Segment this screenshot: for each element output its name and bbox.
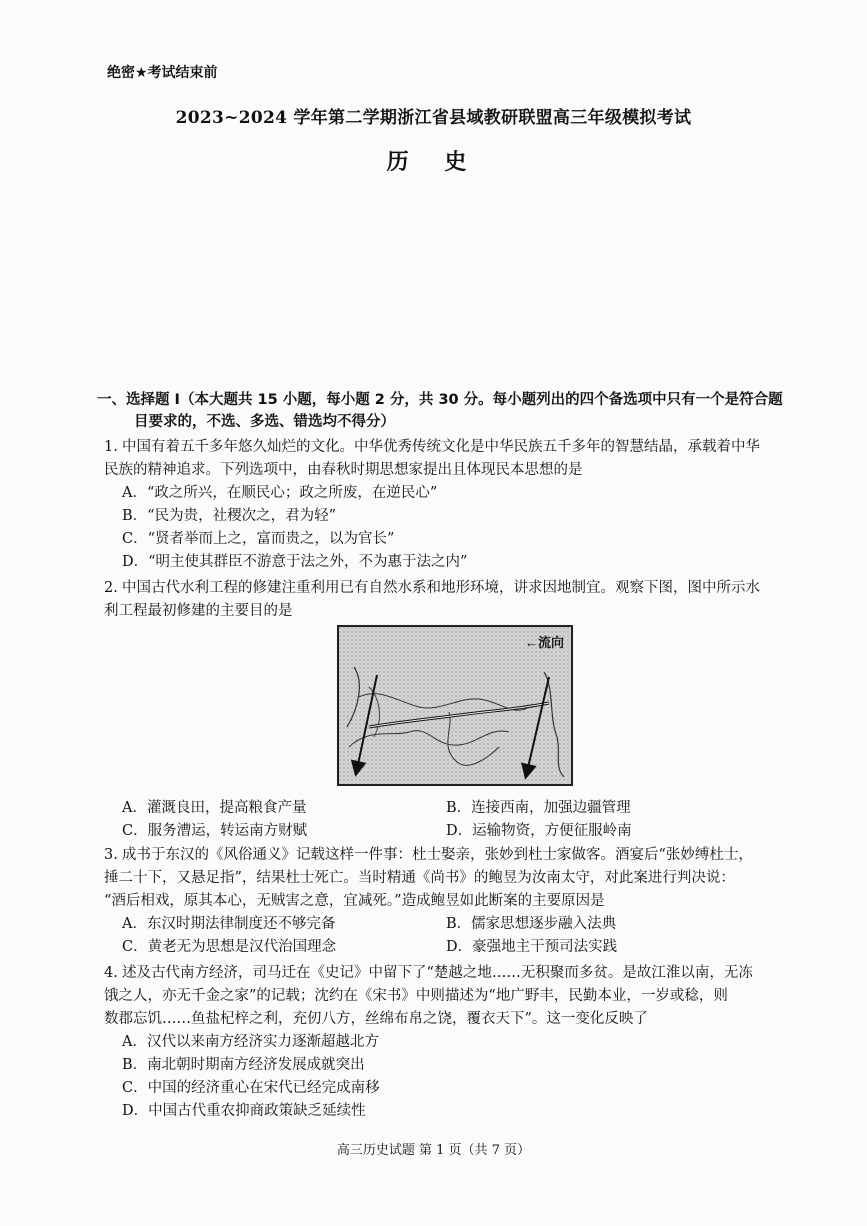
option-c[interactable]: C．中国的经济重心在宋代已经完成南移 [122, 1080, 380, 1096]
option-b[interactable]: B．“民为贵，社稷次之，君为轻” [122, 508, 336, 524]
option-d[interactable]: D．豪强地主干预司法实践 [446, 939, 618, 955]
option-b[interactable]: B．连接西南，加强边疆管理 [446, 800, 631, 816]
option-b[interactable]: B．儒家思想逐步融入法典 [446, 916, 617, 932]
subject-title: 历 史 [386, 149, 481, 175]
option-d[interactable]: D．“明主使其群臣不游意于法之外，不为惠于法之内” [122, 554, 468, 570]
option-c[interactable]: C．“贤者举而上之，富而贵之，以为官长” [122, 531, 395, 547]
question-text: 中国古代水利工程的修建注重利用已有自然水系和地形环境，讲求因地制宜。观察下图，图中所示水 [122, 580, 760, 596]
section-heading: 一、选择题 I（本大题共 15 小题，每小题 2 分，共 30 分。每小题列出的四个备选项中只有一个是符合题 [97, 392, 783, 408]
question-text: “酒后相戏，原其本心，无贼害之意，宜减死。”造成鲍昱如此断案的主要原因是 [104, 893, 605, 909]
question-text: 捶二十下，又悬足指”，结果杜士死亡。当时精通《尚书》的鲍昱为汝南太守，对此案进行判决说： [104, 870, 735, 886]
option-c[interactable]: C．服务漕运，转运南方财赋 [122, 823, 308, 839]
option-a[interactable]: A．灌溉良田，提高粮食产量 [122, 800, 307, 816]
option-c[interactable]: C．黄老无为思想是汉代治国理念 [122, 939, 337, 955]
section-heading-cont: 目要求的，不选、多选、错选均不得分） [134, 414, 395, 430]
canal-map-figure [337, 625, 573, 786]
question-text: 述及古代南方经济，司马迁在《史记》中留下了“楚越之地……无积聚而多贫。是故江淮以南，无冻 [122, 965, 753, 981]
option-a[interactable]: A．“政之所兴，在顺民心；政之所废，在逆民心” [122, 485, 438, 501]
question-text: 饿之人，亦无千金之家”的记载；沈约在《宋书》中则描述为“地广野丰，民勤本业，一岁或稔，则 [104, 988, 728, 1004]
question-text: 中国有着五千多年悠久灿烂的文化。中华优秀传统文化是中华民族五千多年的智慧结晶，承载着中华 [122, 439, 760, 455]
option-d[interactable]: D．中国古代重农抑商政策缺乏延续性 [122, 1103, 366, 1119]
question-number: 4. [104, 965, 118, 981]
option-a[interactable]: A．东汉时期法律制度还不够完备 [122, 916, 336, 932]
question-text: 利工程最初修建的主要目的是 [104, 603, 293, 619]
question-number: 2. [104, 580, 118, 596]
page-footer: 高三历史试题 第 1 页（共 7 页） [336, 1143, 531, 1158]
question-number: 3. [104, 847, 118, 863]
question-number: 1. [104, 439, 118, 455]
option-a[interactable]: A．汉代以来南方经济实力逐渐超越北方 [122, 1034, 379, 1050]
flow-label: ←流向 [525, 635, 565, 650]
canal-map [339, 627, 571, 784]
question-text: 成书于东汉的《风俗通义》记载这样一件事：杜士娶亲，张妙到杜士家做客。酒宴后“张妙缚杜士， [122, 847, 753, 863]
option-b[interactable]: B．南北朝时期南方经济发展成就突出 [122, 1057, 365, 1073]
option-d[interactable]: D．运输物资，方便征服岭南 [446, 823, 632, 839]
question-text: 民族的精神追求。下列选项中，由春秋时期思想家提出且体现民本思想的是 [104, 462, 583, 478]
question-text: 数郡忘饥……鱼盐杞梓之利，充仞八方，丝绵布帛之饶，覆衣天下”。这一变化反映了 [104, 1011, 648, 1027]
secret-mark: 绝密★考试结束前 [107, 65, 218, 81]
exam-title: 2023~2024 学年第二学期浙江省县域教研联盟高三年级模拟考试 [175, 108, 692, 128]
